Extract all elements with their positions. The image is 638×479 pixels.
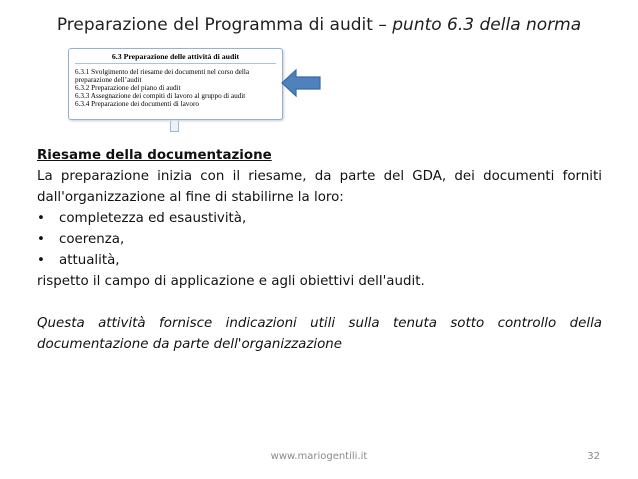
footer-url: www.mariogentili.it: [270, 451, 368, 462]
standard-excerpt-item: 6.3.2 Preparazione del piano di audit: [75, 84, 181, 93]
standard-excerpt-item: 6.3.1 Svolgimento del riesame dei documenti nel corso della preparazione dell’audit: [75, 68, 250, 85]
page-number: 32: [587, 451, 600, 462]
slide-title: [0, 15, 638, 35]
standard-excerpt-heading: 6.3 Preparazione delle attività di audit: [75, 53, 276, 64]
list-item-text: attualità,: [59, 253, 120, 268]
bullet-icon: •: [37, 211, 45, 226]
diagram-connector: [170, 121, 179, 132]
slide-title-main: Preparazione del Programma di audit –: [56, 15, 393, 35]
intro-line: La preparazione inizia con il riesame, da parte del GDA, dei documenti forniti: [37, 169, 602, 184]
pointer-arrow-icon: [281, 68, 321, 98]
list-item: [37, 208, 602, 229]
note-line: Questa attività fornisce indicazioni utili sulla tenuta sotto controllo della: [37, 316, 602, 331]
list-item-text: completezza ed esaustività,: [59, 211, 247, 226]
note-line: documentazione da parte dell'organizzazione: [37, 337, 343, 352]
list-item-text: coerenza,: [59, 232, 125, 247]
section-heading: Riesame della documentazione: [37, 148, 272, 163]
standard-excerpt-list: [75, 68, 276, 108]
bullet-icon: •: [37, 232, 45, 247]
standard-excerpt-item: 6.3.3 Assegnazione dei compiti di lavoro al gruppo di audit: [75, 92, 246, 101]
intro-line: dall'organizzazione al fine di stabilirne la loro:: [37, 190, 344, 205]
standard-excerpt-box: [68, 48, 283, 120]
standard-excerpt-item: 6.3.4 Preparazione dei documenti di lavoro: [75, 100, 199, 109]
content-body: [37, 145, 602, 355]
slide-title-italic: punto 6.3 della norma: [392, 15, 582, 35]
bullet-icon: •: [37, 253, 45, 268]
list-item: [37, 250, 602, 271]
list-item: [37, 229, 602, 250]
closing-line: rispetto il campo di applicazione e agli obiettivi dell'audit.: [37, 274, 425, 289]
